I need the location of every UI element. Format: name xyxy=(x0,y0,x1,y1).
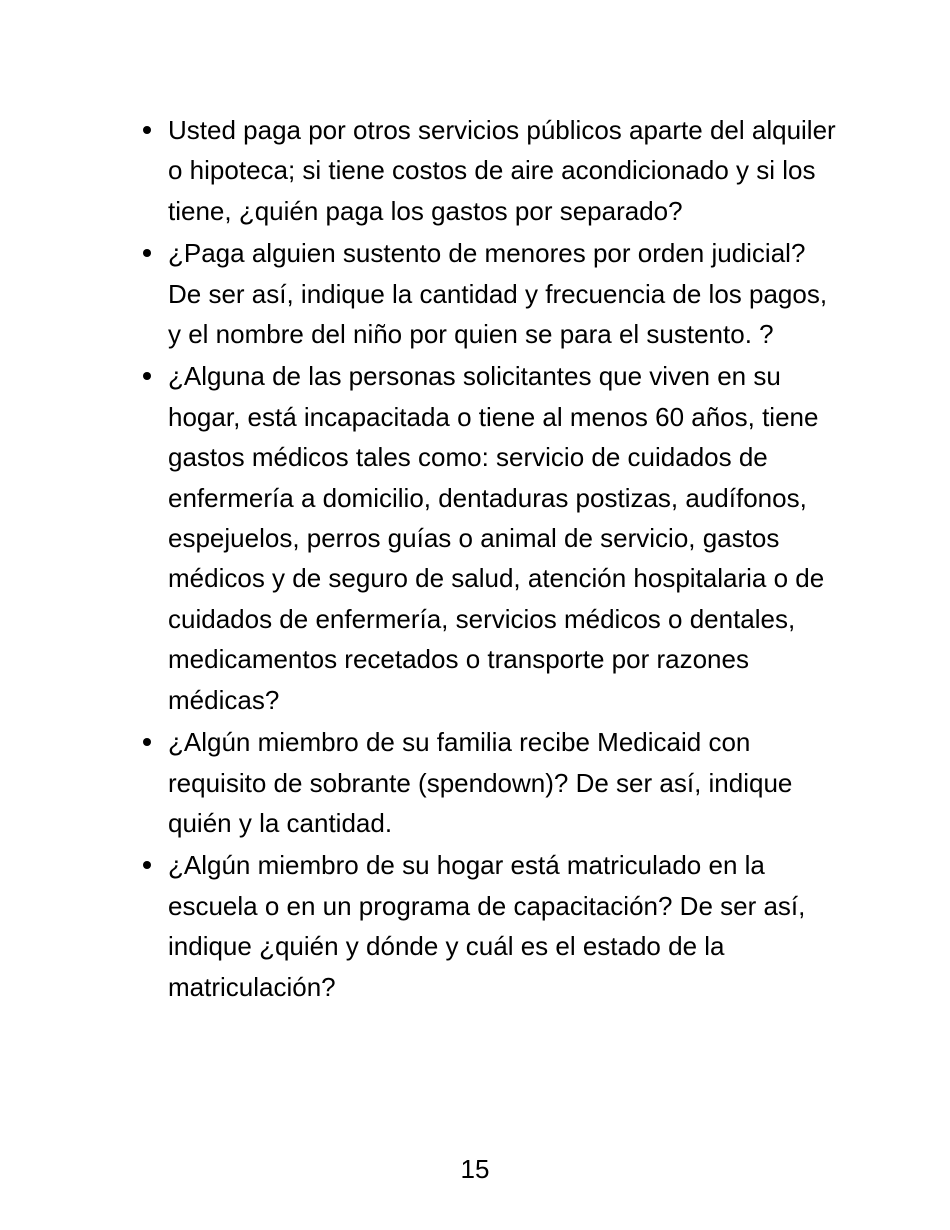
bullet-icon xyxy=(143,126,151,134)
list-item-text: ¿Paga alguien sustento de menores por orden judicial? De ser así, indique la cantidad y frecuencia de los pagos, y el nombre del niño por quien se para el sustento. ? xyxy=(168,238,828,350)
list-item xyxy=(140,110,840,231)
list-item xyxy=(140,356,840,720)
bullet-icon xyxy=(143,372,151,380)
list-item xyxy=(140,233,840,354)
list-item-text: ¿Algún miembro de su hogar está matriculado en la escuela o en un programa de capacitación? De ser así, indique ¿quién y dónde y cuál es el estado de la matriculación? xyxy=(168,850,806,1002)
list-item-text: ¿Alguna de las personas solicitantes que viven en su hogar, está incapacitada o tiene al menos 60 años, tiene gastos médicos tales como: servicio de cuidados de enfermería a domicilio, dentaduras postizas, audífonos, espejuelos, perros guías o animal de servicio, gastos médicos y de seguro de salud, atención hospitalaria o de cuidados de enfermería, servicios médicos o dentales, medicamentos recetados o transporte por razones médicas? xyxy=(168,361,825,715)
list-item xyxy=(140,845,840,1007)
question-list xyxy=(140,110,840,1009)
bullet-icon xyxy=(143,861,151,869)
bullet-icon xyxy=(143,738,151,746)
list-item-text: Usted paga por otros servicios públicos aparte del alquiler o hipoteca; si tiene costos de aire acondicionado y si los tiene, ¿quién paga los gastos por separado? xyxy=(168,115,836,226)
list-item xyxy=(140,722,840,843)
bullet-icon xyxy=(143,249,151,257)
page-number: 15 xyxy=(460,1154,490,1184)
list-item-text: ¿Algún miembro de su familia recibe Medicaid con requisito de sobrante (spendown)? De ser así, indique quién y la cantidad. xyxy=(168,727,793,838)
